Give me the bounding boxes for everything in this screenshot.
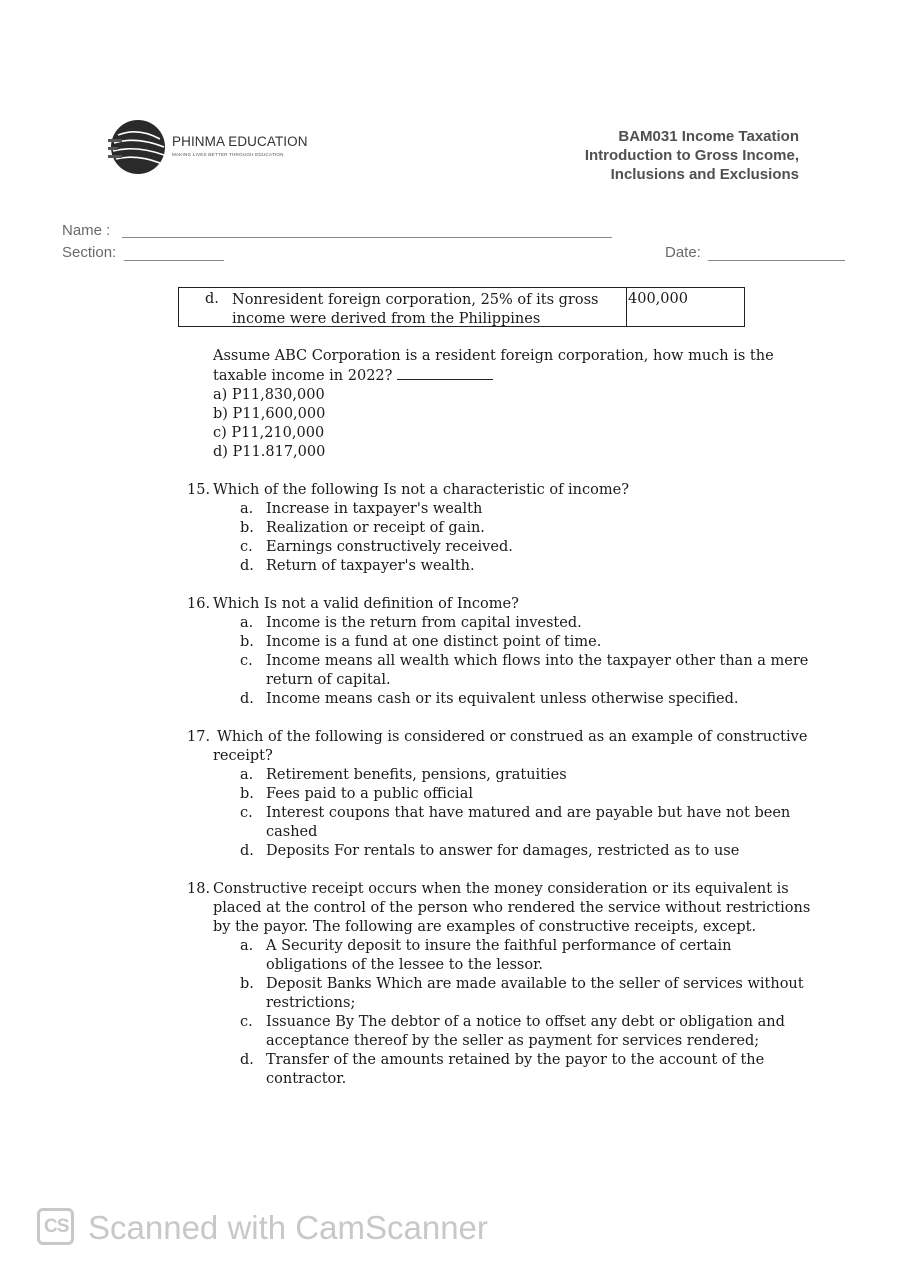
option xyxy=(187,633,817,652)
topic-line-1: Introduction to Gross Income, xyxy=(584,147,799,164)
option-letter: d. xyxy=(240,843,254,859)
intro-option: c) P11,210,000 xyxy=(213,425,325,441)
name-label: Name : xyxy=(62,222,111,239)
question-text: Which Is not a valid definition of Income? xyxy=(213,596,519,612)
option xyxy=(187,804,817,842)
option-text: Transfer of the amounts retained by the payor to the account of the contractor. xyxy=(266,1052,765,1087)
option-letter: d. xyxy=(240,558,254,574)
question-text: Constructive receipt occurs when the money consideration or its equivalent is placed at the control of the person who rendered the service without restrictions by the payor. The following are examples of constructive receipts, except. xyxy=(213,881,811,935)
option xyxy=(187,500,817,519)
table-row-letter: d. xyxy=(205,291,219,307)
intro-option: b) P11,600,000 xyxy=(213,406,326,422)
answer-blank[interactable] xyxy=(397,366,493,380)
option xyxy=(187,652,817,690)
option-text: Interest coupons that have matured and are payable but have not been cashed xyxy=(266,805,791,840)
question-16 xyxy=(187,595,817,709)
option-text: A Security deposit to insure the faithful performance of certain obligations of the lessee to the lessor. xyxy=(266,938,732,973)
question-text: Which of the following is considered or construed as an example of constructive receipt? xyxy=(213,729,808,764)
option xyxy=(187,1051,817,1089)
question-number: 18. xyxy=(187,881,211,897)
topic-line-2: Inclusions and Exclusions xyxy=(610,166,799,183)
option-letter: d. xyxy=(240,1052,254,1068)
option-letter: b. xyxy=(240,976,254,992)
option xyxy=(187,519,817,538)
date-label: Date: xyxy=(665,244,701,261)
option-text: Deposits For rentals to answer for damages, restricted as to use xyxy=(266,843,740,859)
question-17 xyxy=(187,728,817,861)
questions-section xyxy=(187,347,817,1089)
phinma-logo xyxy=(108,117,308,177)
option xyxy=(187,1013,817,1051)
option-letter: c. xyxy=(240,653,253,669)
question-15 xyxy=(187,481,817,576)
watermark-text: Scanned with CamScanner xyxy=(88,1209,488,1246)
question-number: 16. xyxy=(187,596,211,612)
option-text: Realization or receipt of gain. xyxy=(266,520,485,536)
option-text: Income is the return from capital invested. xyxy=(266,615,582,631)
option xyxy=(187,557,817,576)
table-row-value: 400,000 xyxy=(628,291,688,307)
option xyxy=(187,842,817,861)
option-letter: a. xyxy=(240,615,254,631)
option-letter: a. xyxy=(240,767,254,783)
course-code: BAM031 Income Taxation xyxy=(618,128,799,145)
option-letter: c. xyxy=(240,539,253,555)
option-text: Income means cash or its equivalent unless otherwise specified. xyxy=(266,691,739,707)
income-table-row xyxy=(178,287,745,327)
option xyxy=(187,785,817,804)
section-field[interactable] xyxy=(124,260,224,261)
option-letter: b. xyxy=(240,634,254,650)
option xyxy=(187,766,817,785)
question-18 xyxy=(187,880,817,1089)
option xyxy=(187,538,817,557)
option-letter: a. xyxy=(240,501,254,517)
question-text: Which of the following Is not a characteristic of income? xyxy=(213,482,629,498)
option-letter: c. xyxy=(240,1014,253,1030)
option xyxy=(187,690,817,709)
course-title-block xyxy=(585,127,799,184)
option-letter: b. xyxy=(240,520,254,536)
intro-stem: Assume ABC Corporation is a resident foreign corporation, how much is the taxable income in 2022? xyxy=(213,348,774,384)
option-letter: c. xyxy=(240,805,253,821)
question-number: 15. xyxy=(187,482,211,498)
intro-question-text xyxy=(213,347,817,386)
question-number: 17. xyxy=(187,729,211,745)
logo-tagline: MAKING LIVES BETTER THROUGH EDUCATION xyxy=(172,152,284,157)
section-label: Section: xyxy=(62,244,117,261)
camscanner-icon xyxy=(37,1208,74,1245)
option-text: Earnings constructively received. xyxy=(266,539,513,555)
option-text: Increase in taxpayer's wealth xyxy=(266,501,483,517)
phinma-globe-icon xyxy=(108,117,168,177)
logo-name: PHINMA EDUCATION xyxy=(172,134,308,149)
option-text: Deposit Banks Which are made available to the seller of services without restrictions; xyxy=(266,976,804,1011)
table-row-description: Nonresident foreign corporation, 25% of its gross income were derived from the Philippines xyxy=(232,292,599,327)
table-divider xyxy=(626,288,627,326)
option-text: Issuance By The debtor of a notice to offset any debt or obligation and acceptance thereof by the seller as payment for services rendered; xyxy=(266,1014,785,1049)
name-field[interactable] xyxy=(122,237,612,238)
date-field[interactable] xyxy=(708,260,845,261)
option-text: Income means all wealth which flows into the taxpayer other than a mere return of capital. xyxy=(266,653,809,688)
option-letter: d. xyxy=(240,691,254,707)
option xyxy=(187,614,817,633)
option-text: Income is a fund at one distinct point of time. xyxy=(266,634,602,650)
option-letter: a. xyxy=(240,938,254,954)
intro-option: d) P11.817,000 xyxy=(213,444,326,460)
camscanner-badge: CS xyxy=(44,1216,69,1237)
option-text: Retirement benefits, pensions, gratuities xyxy=(266,767,567,783)
option xyxy=(187,937,817,975)
intro-option: a) P11,830,000 xyxy=(213,387,325,403)
option-text: Fees paid to a public official xyxy=(266,786,473,802)
option xyxy=(187,975,817,1013)
option-text: Return of taxpayer's wealth. xyxy=(266,558,475,574)
intro-question xyxy=(187,347,817,462)
option-letter: b. xyxy=(240,786,254,802)
